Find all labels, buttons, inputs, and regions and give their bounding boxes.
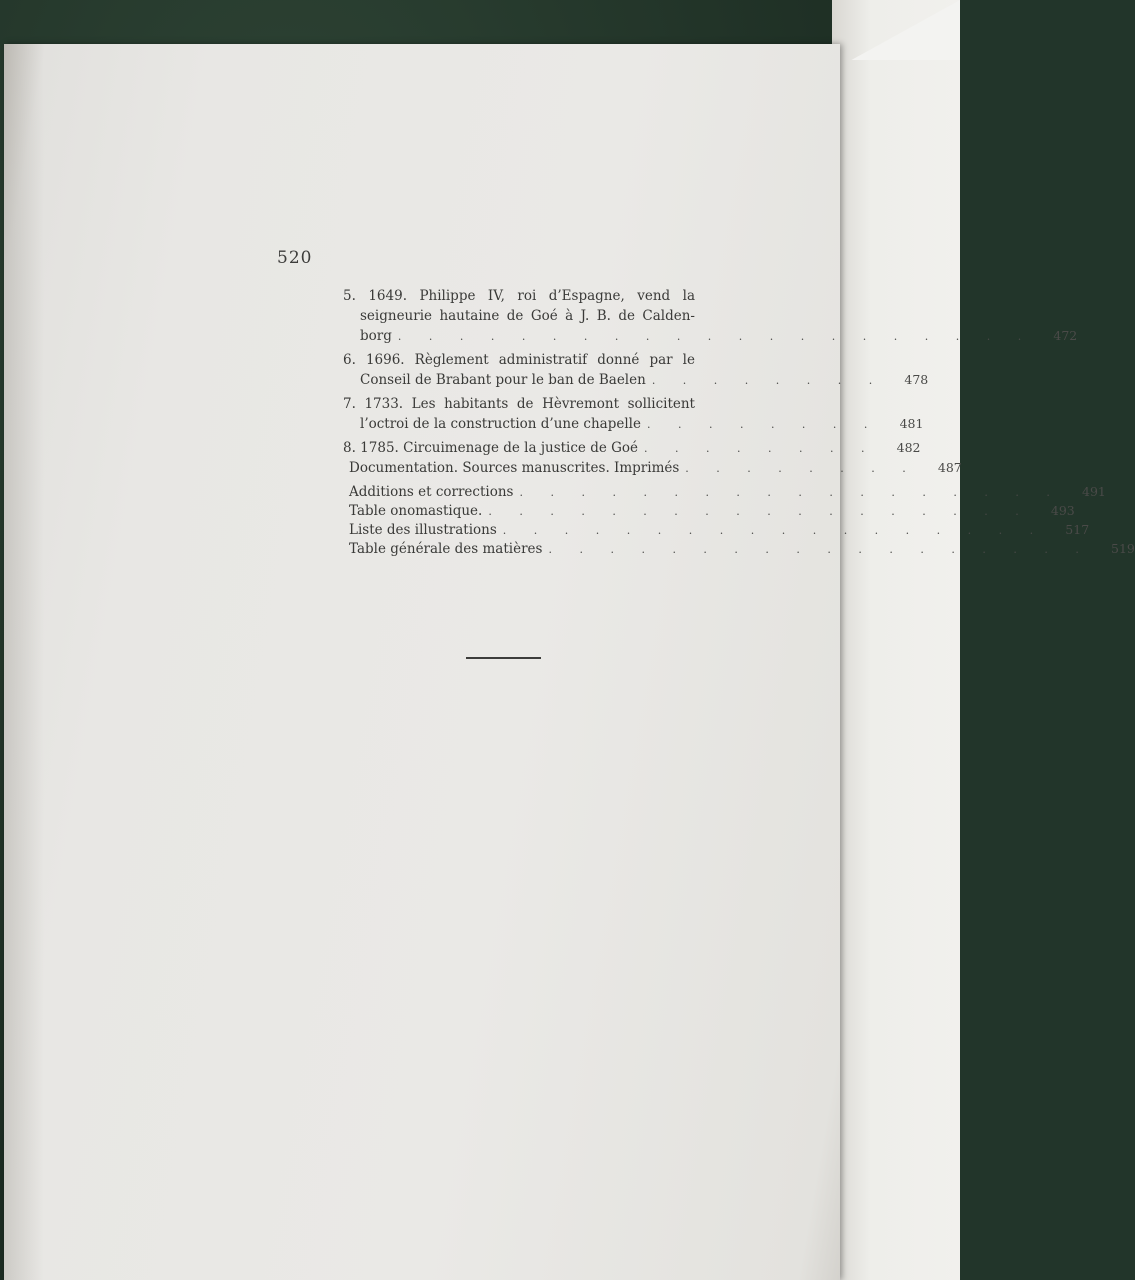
page-gutter-shadow [4,44,44,1280]
next-page-edge [832,0,960,1280]
toc-entry [343,541,1135,560]
toc-page-number: 519 [1111,541,1135,556]
toc-entry-text: Table onomastique. [349,503,483,519]
dot-leader: . . . . . . . . . . . . . . . . . . [519,486,1062,499]
dot-leader: . . . . . . . . . . . . . . . . . . [502,524,1046,537]
toc-page-number: 472 [1053,328,1078,343]
toc-entry-text: Conseil de Brabant pour le ban de Baelen [360,372,646,388]
toc-entry-text: Liste des illustrations [349,522,497,538]
book-page [4,44,840,1280]
toc-entry-text: seigneurie hautaine de Goé à J. B. de Calden- [360,308,695,324]
dot-leader: . . . . . . . . [685,462,918,475]
page-number: 520 [277,248,313,268]
toc-page-number: 478 [904,372,929,387]
dot-leader: . . . . . . . . . . . . . . . . . . [548,543,1091,556]
dot-leader: . . . . . . . . [651,374,885,387]
table-of-contents [343,288,1135,560]
dot-leader: . . . . . . . . . . . . . . . . . . . . . [397,330,1034,343]
toc-entry [343,484,1106,503]
toc-entry-text: 8. 1785. Circuimenage de la justice de Goé [343,440,639,456]
toc-entry [343,396,924,436]
dot-leader: . . . . . . . . [644,442,877,455]
dot-leader: . . . . . . . . [646,418,880,431]
toc-page-number: 487 [937,460,962,475]
toc-entry-text: Table générale des matières [349,541,543,557]
toc-entry-text: l’octroi de la construction d’une chapelle [360,416,641,432]
toc-entry-text: Documentation. Sources manuscrites. Imprimés [349,460,680,476]
toc-page-number: 481 [899,416,924,431]
toc-page-number: 517 [1065,522,1090,537]
end-rule [466,657,541,659]
toc-entry [343,352,929,392]
toc-entry [343,522,1090,541]
toc-page-number: 482 [896,440,921,455]
toc-entry [343,503,1075,522]
toc-page-number: 493 [1050,503,1075,518]
toc-entry [343,288,1078,348]
toc-entry [343,460,962,480]
dot-leader: . . . . . . . . . . . . . . . . . . [488,505,1031,518]
toc-entry-text: 5. 1649. Philippe IV, roi d’Espagne, vend la [343,288,695,304]
toc-entry-text: 6. 1696. Règlement administratif donné par le [343,352,695,368]
toc-entry-text: Additions et corrections [349,484,514,500]
toc-page-number: 491 [1082,484,1106,499]
toc-entry [343,440,921,460]
toc-entry-text: 7. 1733. Les habitants de Hèvremont sollicitent [343,396,695,412]
toc-entry-text: borg [360,328,392,344]
